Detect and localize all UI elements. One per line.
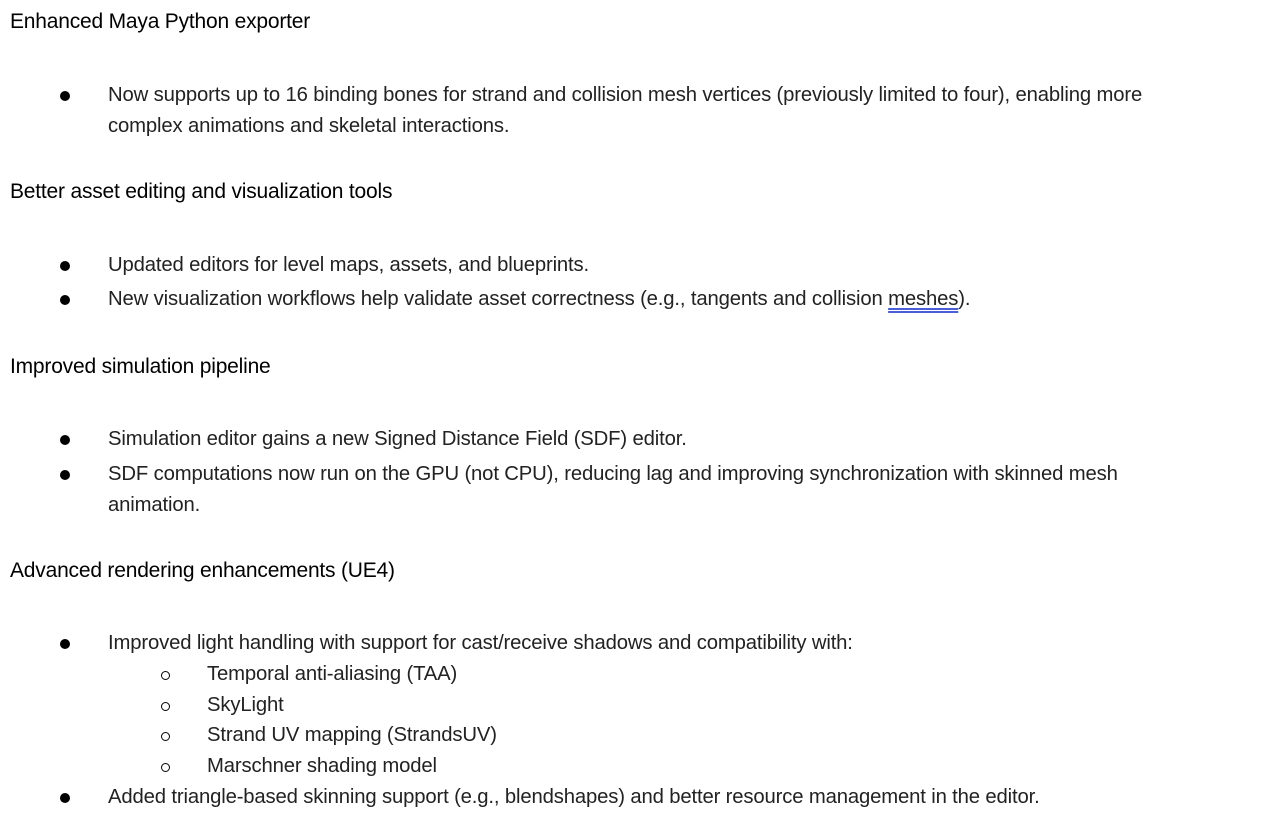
bullet-icon xyxy=(60,261,70,271)
list-item-text: SDF computations now run on the GPU (not CPU), reducing lag and improving synchronization with skinned mesh xyxy=(108,463,1118,485)
bullet-icon xyxy=(60,91,70,101)
list-item-text-continued: animation. xyxy=(108,494,201,516)
list-item-text: Added triangle-based skinning support (e.g., blendshapes) and better resource management in the editor. xyxy=(108,786,1040,808)
bullet-icon xyxy=(60,470,70,480)
section-heading-asset-editing: Better asset editing and visualization tools xyxy=(10,180,393,203)
sub-bullet-icon xyxy=(161,671,170,680)
sub-list-item-text: Temporal anti-aliasing (TAA) xyxy=(207,663,458,685)
list-item-text: Improved light handling with support for cast/receive shadows and compatibility with: xyxy=(108,632,853,654)
section-heading-rendering-enhancements: Advanced rendering enhancements (UE4) xyxy=(10,559,395,582)
list-item-text xyxy=(108,284,970,315)
sub-list-item-text: Marschner shading model xyxy=(207,755,437,777)
bullet-icon xyxy=(60,435,70,445)
bullet-icon xyxy=(60,793,70,803)
list-item-text: Updated editors for level maps, assets, and blueprints. xyxy=(108,254,590,276)
sub-list-item-text: SkyLight xyxy=(207,694,284,716)
list-item-text-part: New visualization workflows help validate asset correctness (e.g., tangents and collision xyxy=(108,288,889,310)
list-item-text-part: ). xyxy=(958,288,971,310)
sub-bullet-icon xyxy=(161,732,170,741)
list-item-text: Simulation editor gains a new Signed Distance Field (SDF) editor. xyxy=(108,428,687,450)
bullet-icon xyxy=(60,295,70,305)
sub-bullet-icon xyxy=(161,702,170,711)
list-item-text-continued: complex animations and skeletal interactions. xyxy=(108,115,510,137)
sub-list-item-text: Strand UV mapping (StrandsUV) xyxy=(207,724,497,746)
spellcheck-underlined-word[interactable]: meshes xyxy=(888,288,959,310)
section-heading-maya-exporter: Enhanced Maya Python exporter xyxy=(10,10,311,33)
sub-bullet-icon xyxy=(161,763,170,772)
section-heading-simulation-pipeline: Improved simulation pipeline xyxy=(10,355,271,378)
list-item-text: Now supports up to 16 binding bones for strand and collision mesh vertices (previously limited to four), enabling more xyxy=(108,84,1143,106)
bullet-icon xyxy=(60,639,70,649)
